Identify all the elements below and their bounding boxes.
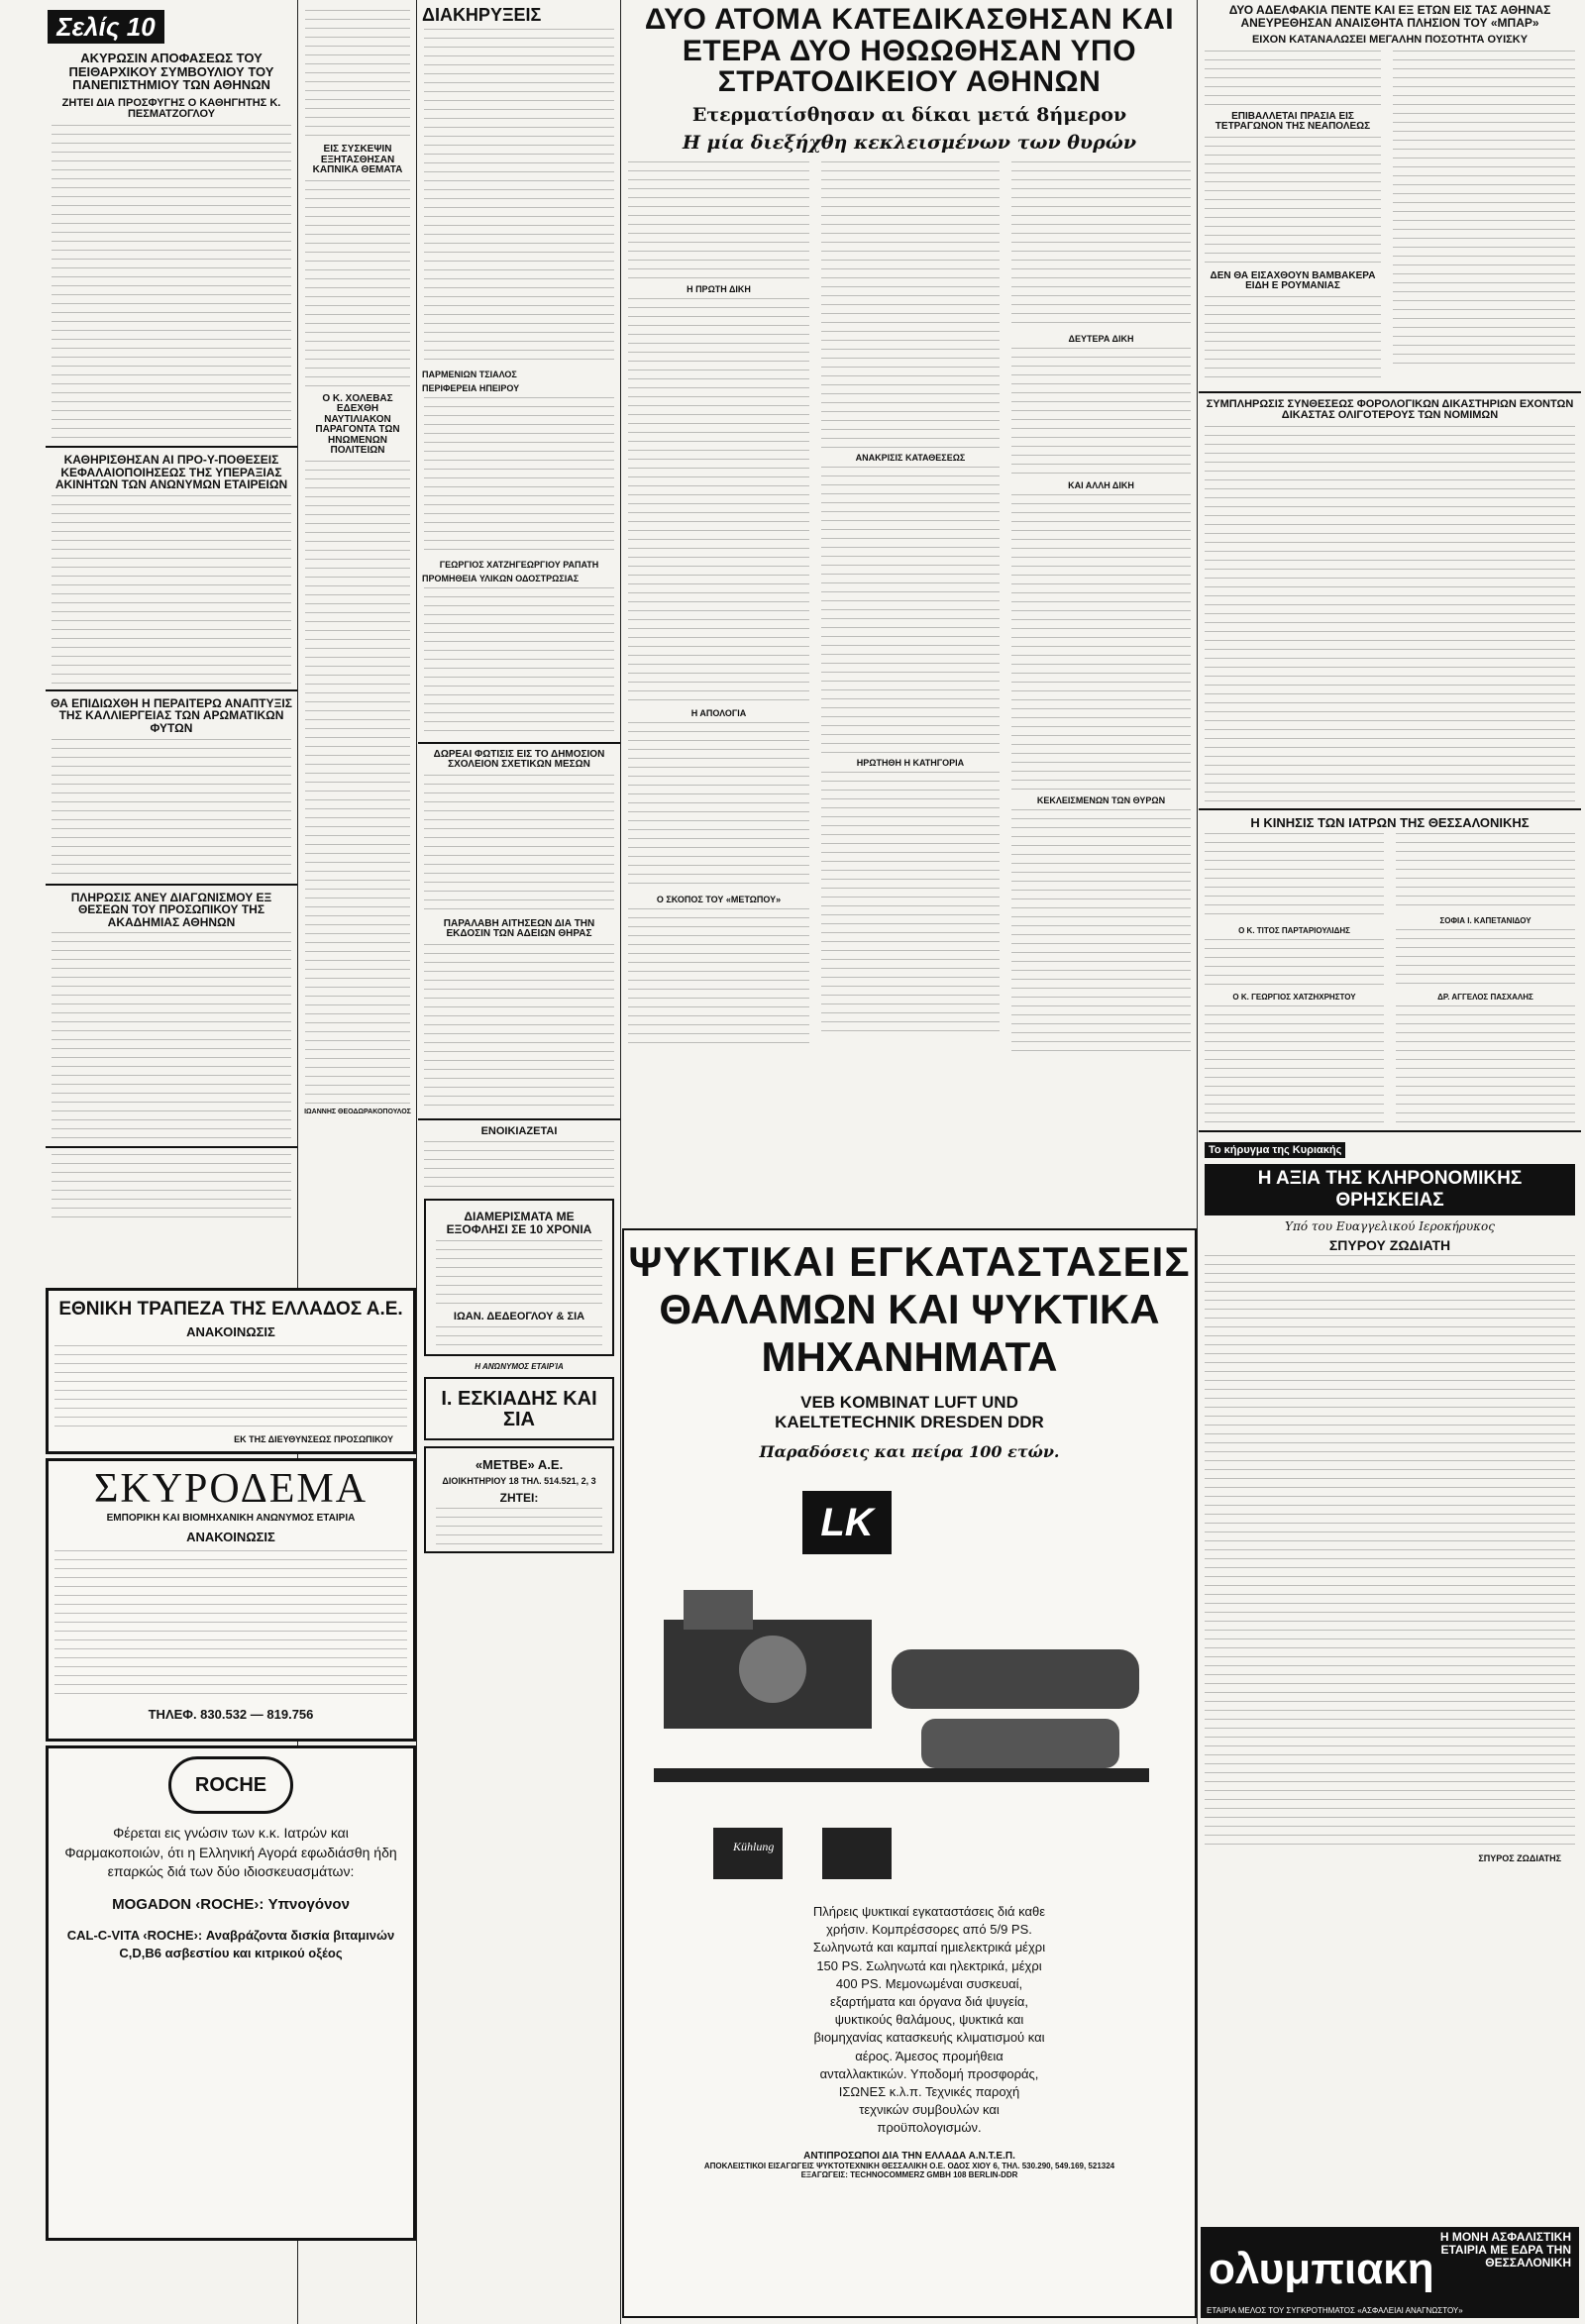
rent-body [424, 1141, 614, 1193]
signature-1: ΠΑΡΜΕΝΙΩΝ ΤΣΙΑΛΟΣ [422, 369, 517, 379]
bank-title: ΕΘΝΙΚΗ ΤΡΑΠΕΖΑ ΤΗΣ ΕΛΛΑΔΟΣ Α.Ε. [58, 1299, 403, 1320]
roche-logo: ROCHE [168, 1756, 293, 1814]
notice-body [52, 1154, 291, 1217]
divider [418, 742, 620, 744]
skyrodema-announcement: ΑΝΑΚΟΙΝΩΣΙΣ [186, 1530, 275, 1544]
section-closed-doors: ΚΕΚΛΕΙΣΜΕΝΩΝ ΤΩΝ ΘΥΡΩΝ [1036, 794, 1166, 805]
headline-cholevas: Ο Κ. ΧΟΛΕΒΑΣ ΕΔΕΧΘΗ ΝΑΥΤΙΛΙΑΚΟΝ ΠΑΡΑΓΟΝΤΑ ΤΩΝ ΗΝΩΜΕΝΩΝ ΠΟΛΙΤΕΙΩΝ [315, 392, 400, 456]
section-epirus: ΠΕΡΙΦΕΡΕΙΑ ΗΠΕΙΡΟΥ [422, 382, 520, 393]
metbe-title: «ΜΕΤΒΕ» Α.Ε. [475, 1457, 564, 1473]
cooling-footer-3: ΕΞΑΓΩΓΕΙΣ: TECHNOCOMMERZ GMBH 108 BERLIN-DDR [800, 2170, 1018, 2180]
signature-2: ΓΕΩΡΓΙΟΣ ΧΑΤΖΗΓΕΩΡΓΙΟΥ ΡΑΠΑΤΗ [439, 559, 599, 570]
main-headline: ΔΥΟ ΑΤΟΜΑ ΚΑΤΕΔΙΚΑΣΘΗΣΑΝ ΚΑΙ ΕΤΕΡΑ ΔΥΟ ΗΘΩΩΘΗΣΑΝ ΥΠΟ ΣΤΡΑΤΟΔΙΚΕΙΟΥ ΑΘΗΝΩΝ [644, 3, 1175, 98]
article-body [52, 932, 291, 1140]
article-body [424, 29, 614, 366]
section-goal: Ο ΣΚΟΠΟΣ ΤΟΥ «ΜΕΤΩΠΟΥ» [656, 894, 782, 904]
olympiaki-tagline: Η ΜΟΝΗ ΑΣΦΑΛΙΣΤΙΚΗ ΕΤΑΙΡΙΑ ΜΕ ΕΔΡΑ ΤΗΝ ΘΕΣΣΑΛΟΝΙΚΗ [1439, 2230, 1571, 2271]
doctor-listing [1205, 939, 1384, 989]
column-rule [416, 0, 417, 2324]
headline-donation: ΔΩΡΕΑΙ ΦΩΤΙΣΙΣ ΕΙΣ ΤΟ ΔΗΜΟΣΙΟΝ ΣΧΟΛΕΙΟΝ ΣΧΕΤΙΚΩΝ ΜΕΣΩΝ [433, 748, 605, 771]
article-body [1205, 426, 1575, 802]
article-body [424, 397, 614, 556]
article-body [424, 587, 614, 736]
article-body [424, 944, 614, 1112]
story-body [628, 908, 809, 1047]
headline-tobacco: ΕΙΣ ΣΥΣΚΕΨΙΝ ΕΞΗΤΑΣΘΗΣΑΝ ΚΑΠΝΙΚΑ ΘΕΜΑΤΑ [312, 144, 403, 175]
column-2 [299, 0, 416, 1119]
story-body [1011, 809, 1191, 1057]
lk-logo: LK [802, 1491, 892, 1554]
subheadline-university: ΖΗΤΕΙ ΔΙΑ ΠΡΟΣΦΥΓΗΣ Ο ΚΑΘΗΓΗΤΗΣ Κ. ΠΕΣΜΑΤΖΟΓΛΟΥ [61, 96, 281, 121]
metbe-body [436, 1508, 602, 1547]
article-body [52, 495, 291, 684]
metbe-wants: ΖΗΤΕΙ: [499, 1490, 539, 1505]
ad-eskiadis [424, 1377, 614, 1440]
column-rule [620, 0, 621, 2324]
sermon-signature: ΣΠΥΡΟΣ ΖΩΔΙΑΤΗΣ [1478, 1853, 1561, 1864]
eskiadis-title: Ι. ΕΣΚΙΑΔΗΣ ΚΑΙ ΣΙΑ [441, 1388, 597, 1431]
article-body [1205, 51, 1381, 106]
roche-product-1: MOGADON ‹ROCHE›: Υπνογόνον [112, 1895, 350, 1913]
deck-1: Ετερματίσθησαν αι δίκαι μετά 8ήμερον [691, 103, 1127, 126]
story-body [628, 298, 809, 704]
sermon-body [1205, 1255, 1575, 1849]
section-charge: ΗΡΩΤΗΘΗ Η ΚΑΤΗΓΟΡΙΑ [856, 757, 965, 768]
ad-olympiaki [1201, 2227, 1579, 2318]
column-main [622, 0, 1197, 1057]
section-another-trial: ΚΑΙ ΑΛΛΗ ΔΙΚΗ [1068, 479, 1134, 490]
eskiadis-sub: Η ΑΝΏΝΥΜΟΣ ΕΤΑΙΡΊΑ [475, 1362, 564, 1372]
story-body [821, 467, 1000, 754]
headline-tax-courts: ΣΥΜΠΛΗΡΩΣΙΣ ΣΥΝΘΕΣΕΩΣ ΦΟΡΟΛΟΓΙΚΩΝ ΔΙΚΑΣΤΗΡΙΩΝ ΕΧΟΝΤΩΝ ΔΙΚΑΣΤΑΣ ΟΛΙΓΟΤΕΡΟΥΣ ΤΩΝ ΝΟΜΙΜΩΝ [1206, 397, 1574, 422]
headline-doctors: Η ΚΙΝΗΣΙΣ ΤΩΝ ΙΑΤΡΩΝ ΤΗΣ ΘΕΣΣΑΛΟΝΙΚΗΣ [1250, 814, 1530, 830]
subheadline-children: ΕΙΧΟΝ ΚΑΤΑΝΑΛΩΣΕΙ ΜΕΓΑΛΗΝ ΠΟΣΟΤΗΤΑ ΟΥΙΣΚΥ [1251, 34, 1529, 47]
skyrodema-phone: ΤΗΛΕΦ. 830.532 — 819.756 [148, 1707, 314, 1722]
headline-neapolis: ΕΠΙΒΑΛΛΕΤΑΙ ΠΡΑΣΙΑ ΕΙΣ ΤΕΤΡΑΓΩΝΟΝ ΤΗΣ ΝΕΑΠΟΛΕΩΣ [1215, 110, 1371, 133]
divider [418, 1118, 620, 1120]
section-defense: Η ΑΠΟΛΟΓΙΑ [690, 707, 747, 718]
cooling-footer-1: ΑΝΤΙΠΡΟΣΩΠΟΙ ΔΙΑ ΤΗΝ ΕΛΛΑΔΑ Α.Ν.Τ.Ε.Π. [803, 2151, 1015, 2163]
doctor-listing [1396, 833, 1575, 912]
ad-flats [424, 1199, 614, 1356]
ad-skyrodema [46, 1458, 416, 1742]
story-col-a [622, 161, 815, 1057]
section-second-trial: ΔΕΥΤΕΡΑ ΔΙΚΗ [1068, 333, 1134, 344]
column-3 [418, 0, 620, 1559]
story-body [1011, 348, 1191, 476]
doctor-listing [1396, 1005, 1575, 1124]
bank-body [54, 1345, 407, 1430]
story-body [628, 722, 809, 891]
divider [46, 884, 297, 886]
main-story-columns [622, 161, 1197, 1057]
cooling-title-3: ΜΗΧΑΝΗΜΑΤΑ [761, 1333, 1058, 1380]
section-investigation: ΑΝΑΚΡΙΣΙΣ ΚΑΤΑΘΕΣΕΩΣ [855, 452, 966, 463]
flats-address [436, 1326, 602, 1350]
col5-top-split [1199, 51, 1581, 385]
sermon-title: Η ΑΞΙΑ ΤΗΣ ΚΛΗΡΟΝΟΜΙΚΗΣ ΘΡΗΣΚΕΙΑΣ [1205, 1164, 1575, 1215]
flats-body [436, 1240, 602, 1306]
headline-aromatic-plants: ΘΑ ΕΠΙΔΙΩΧΘΗ Η ΠΕΡΑΙΤΕΡΩ ΑΝΑΠΤΥΞΙΣ ΤΗΣ ΚΑΛΛΙΕΡΓΕΙΑΣ ΤΩΝ ΑΡΩΜΑΤΙΚΩΝ ΦΥΤΩΝ [51, 695, 292, 735]
story-body [1011, 161, 1191, 330]
doctors-right [1390, 833, 1581, 1124]
cooling-body: Πλήρεις ψυκτικαί εγκαταστάσεις διά καθε χρήσιν. Κομπρέσσορες από 5/9 PS. Σωληνωτά και καμπαί ημιελεκτρικά μέχρι 150 PS. Σωληνωτά και ηλεκτρικά, μέχρι 400 PS. Μεμονωμέναι συσκευαί, εξαρτήματα και όργανα διά ψυγεία, ψυκτικούς θαλάμους, ψυκτικά και βιομηχανίας κατασκευής κλιματισμού και αέρος. Άμεσος προμήθεια ανταλλακτικών. Υποδομή προσφοράς, ΙΣΩΝΕΣ κ.λ.π. Τεχνικές παροχή τεχνικών συμβουλών και προϋπολογισμών. [812, 1904, 1046, 2136]
bank-footer: ΕΚ ΤΗΣ ΔΙΕΥΘΥΝΣΕΩΣ ΠΡΟΣΩΠΙΚΟΥ [234, 1434, 393, 1444]
divider [1199, 1130, 1581, 1132]
headline-hunting: ΠΑΡΑΛΑΒΗ ΑΙΤΗΣΕΩΝ ΔΙΑ ΤΗΝ ΕΚΔΟΣΙΝ ΤΩΝ ΑΔΕΙΩΝ ΘΗΡΑΣ [443, 917, 595, 940]
sermon-tag: Το κήρυγμα της Κυριακής [1205, 1142, 1345, 1158]
doctor-4: ΔΡ. ΑΓΓΕΛΟΣ ΠΑΣΧΑΛΗΣ [1437, 993, 1533, 1003]
headline-cotton: ΔΕΝ ΘΑ ΕΙΣΑΧΘΟΥΝ ΒΑΜΒΑΚΕΡΑ ΕΙΔΗ Ε ΡΟΥΜΑΝΙΑΣ [1210, 269, 1376, 292]
cooling-tagline: Παραδόσεις και πείρα 100 ετών. [759, 1442, 1060, 1461]
doctors-left [1199, 833, 1390, 1124]
cooling-company-2: KAELTETECHNIK DRESDEN DDR [775, 1413, 1044, 1431]
doctor-2: Ο Κ. ΓΕΩΡΓΙΟΣ ΧΑΤΖΗΧΡΗΣΤΟΥ [1232, 993, 1356, 1003]
article-body [1393, 51, 1575, 368]
cooling-company-1: VEB KOMBINAT LUFT UND [800, 1393, 1018, 1412]
story-col-b [815, 161, 1005, 1057]
doctor-3: ΣΟΦΙΑ Ι. ΚΑΠΕΤΑΝΙΔΟΥ [1439, 916, 1532, 926]
article-body [1205, 296, 1381, 385]
doctor-listing [1396, 929, 1575, 989]
skyrodema-title: ΣΚΥΡΟΔΕΜΑ [93, 1466, 369, 1512]
story-col-c [1005, 161, 1197, 1057]
story-body [1011, 494, 1191, 792]
olympiaki-brand: ολυμπιακη [1209, 2245, 1434, 2293]
headline-capitalization: ΚΑΘΗΡΙΣΘΗΣΑΝ ΑΙ ΠΡΟ-Υ-ΠΟΘΕΣΕΙΣ ΚΕΦΑΛΑΙΟΠΟΙΗΣΕΩΣ ΤΗΣ ΥΠΕΡΑΞΙΑΣ ΑΚΙΝΗΤΩΝ ΤΩΝ ΑΝΩΝΥΜΩΝ ΕΤΑΙΡΕΙΩΝ [54, 453, 288, 492]
cooling-title-2: ΘΑΛΑΜΩΝ ΚΑΙ ΨΥΚΤΙΚΑ [659, 1286, 1160, 1332]
divider [46, 1146, 297, 1148]
divider [46, 446, 297, 448]
roche-product-2: CAL-C-VITA ‹ROCHE›: Αναβράζοντα δισκία βιταμινών C,D,B6 ασβεστίου και κιτρικού οξέος [66, 1927, 395, 1960]
bank-subtitle: ΑΝΑΚΟΙΝΩΣΙΣ [186, 1324, 275, 1339]
article-body [1205, 137, 1381, 265]
deck-2: Η μία διεξήχθη κεκλεισμένων των θυρών [682, 131, 1137, 154]
article-body [424, 775, 614, 913]
headline-children: ΔΥΟ ΑΔΕΛΦΑΚΙΑ ΠΕΝΤΕ ΚΑΙ ΕΞ ΕΤΩΝ ΕΙΣ ΤΑΣ ΑΘΗΝΑΣ ΑΝΕΥΡΕΘΗΣΑΝ ΑΝΑΙΣΘΗΤΑ ΠΛΗΣΙΟΝ ΤΟΥ «ΜΠΑΡ» [1228, 3, 1551, 30]
compressor-machine-icon [624, 1471, 1195, 1897]
headline-academy: ΠΛΗΡΩΣΙΣ ΑΝΕΥ ΔΙΑΓΩΝΙΣΜΟΥ ΕΞ ΘΕΣΕΩΝ ΤΟΥ ΠΡΟΣΩΠΙΚΟΥ ΤΗΣ ΑΚΑΔΗΜΙΑΣ ΑΘΗΝΩΝ [70, 890, 272, 929]
doctors-grid [1199, 833, 1581, 1124]
col5-left [1199, 51, 1387, 385]
ad-metbe [424, 1446, 614, 1553]
article-body [305, 461, 410, 1105]
signature: ΙΩΑΝΝΗΣ ΘΕΟΔΩΡΑΚΟΠΟΥΛΟΣ [304, 1108, 411, 1115]
flats-title: ΔΙΑΜΕΡΙΣΜΑΤΑ ΜΕ ΕΞΟΦΛΗΣΙ ΣΕ 10 ΧΡΟΝΙΑ [446, 1210, 592, 1237]
page-masthead: Σελίς 10 [48, 10, 164, 44]
article-body [305, 10, 410, 139]
divider [1199, 391, 1581, 393]
headline-university: ΑΚΥΡΩΣΙΝ ΑΠΟΦΑΣΕΩΣ ΤΟΥ ΠΕΙΘΑΡΧΙΚΟΥ ΣΥΜΒΟΥΛΙΟΥ ΤΟΥ ΠΑΝΕΠΙΣΤΗΜΙΟΥ ΤΩΝ ΑΘΗΝΩΝ [68, 51, 274, 93]
doctor-1: Ο Κ. ΤΙΤΟΣ ΠΑΡΤΑΡΙΟΥΛΙΔΗΣ [1238, 926, 1350, 936]
column-5 [1199, 0, 1581, 1867]
ad-roche [46, 1745, 416, 2241]
skyrodema-body [54, 1550, 407, 1699]
ad-national-bank [46, 1288, 416, 1454]
cooling-illustration [624, 1471, 1195, 1897]
section-declarations: ΔΙΑΚΗΡΥΞΕΙΣ [422, 5, 542, 25]
col5-right [1387, 51, 1581, 385]
article-body [305, 180, 410, 388]
column-1 [46, 0, 297, 1217]
article-body [52, 125, 291, 440]
doctor-listing [1205, 1005, 1384, 1124]
section-materials: ΠΡΟΜΗΘΕΙΑ ΥΛΙΚΩΝ ΟΔΟΣΤΡΩΣΙΑΣ [422, 573, 580, 583]
roche-text: Φέρεται εις γνώσιν των κ.κ. Ιατρών και Φαρμακοποιών, ότι η Ελληνική Αγορά εφωδιάσθη ήδη επαρκώς διά των δύο ιδιοσκευασμάτων: [64, 1825, 397, 1880]
sermon-byline: Υπό του Ευαγγελικού Ιεροκήρυκος [1285, 1219, 1495, 1234]
story-body [821, 161, 1000, 449]
rent-title: ΕΝΟΙΚΙΑΖΕΤΑΙ [480, 1124, 558, 1137]
sermon-author: ΣΠΥΡΟΥ ΖΩΔΙΑΤΗ [1328, 1237, 1451, 1254]
ad-cooling [622, 1228, 1197, 2318]
story-body [628, 161, 809, 280]
cooling-footer-2: ΑΠΟΚΛΕΙΣΤΙΚΟΙ ΕΙΣΑΓΩΓΕΙΣ ΨΥΚΤΟΤΕΧΝΙΚΗ ΘΕΣΣΑΛΙΚΗ Ο.Ε. ΟΔΟΣ ΧΙΟΥ 6, ΤΗΛ. 530.290, 549.169, 521324 [703, 2162, 1115, 2171]
metbe-address: ΔΙΟΙΚΗΤΗΡΙΟΥ 18 ΤΗΛ. 514.521, 2, 3 [442, 1475, 596, 1486]
flats-company: ΙΩΑΝ. ΔΕΔΕΟΓΛΟΥ & ΣΙΑ [453, 1310, 585, 1322]
section-first-trial: Η ΠΡΩΤΗ ΔΙΚΗ [687, 283, 751, 294]
divider [46, 689, 297, 691]
column-rule [1197, 0, 1198, 2324]
kuehlung-brand: Kühlung [733, 1840, 775, 1853]
article-body [52, 739, 291, 878]
story-body [821, 772, 1000, 1039]
doctor-listing [1205, 833, 1384, 922]
cooling-title-1: ΨΥΚΤΙΚΑΙ ΕΓΚΑΤΑΣΤΑΣΕΙΣ [628, 1238, 1191, 1285]
skyrodema-subtitle: ΕΜΠΟΡΙΚΗ ΚΑΙ ΒΙΟΜΗΧΑΝΙΚΗ ΑΝΩΝΥΜΟΣ ΕΤΑΙΡΙΑ [106, 1513, 356, 1524]
olympiaki-footer: ΕΤΑΙΡΙΑ ΜΕΛΟΣ ΤΟΥ ΣΥΓΚΡΟΤΗΜΑΤΟΣ «ΑΣΦΑΛΕΙΑΙ ΑΝΑΓΝΩΣΤΟΥ» [1207, 2306, 1463, 2315]
divider [1199, 808, 1581, 810]
